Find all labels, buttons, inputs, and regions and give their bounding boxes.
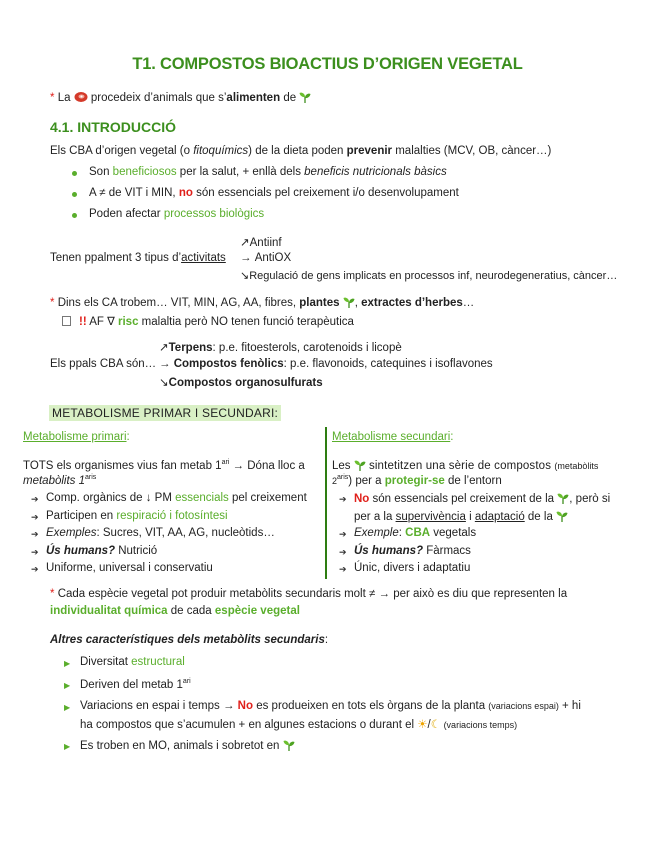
metabolism-header: METABOLISME PRIMAR I SECUNDARI:	[49, 406, 281, 420]
secondary-item: ➔ Únic, divers i adaptatiu	[339, 562, 471, 574]
secondary-item-continued: per a la supervivència i adaptació de la	[354, 510, 568, 523]
arrow-down-right-icon: ↘	[240, 270, 250, 282]
secondary-item: ➔ Ús humans? Fàrmacs	[339, 545, 471, 557]
secondary-line1: Les sintetitzen una sèrie de compostos (metabòlits	[332, 460, 599, 472]
sprout-icon	[354, 459, 366, 471]
bullet-triangle-icon: ▶	[64, 742, 71, 751]
sprout-icon	[343, 296, 355, 308]
bullet-arrow-icon: ➔	[31, 512, 39, 522]
sprout-icon	[557, 492, 569, 504]
bullet-triangle-icon: ▶	[64, 659, 71, 668]
bullet-arrow-icon: ➔	[339, 494, 347, 504]
bullet-dot	[72, 213, 77, 218]
bullet-arrow-icon: ➔	[31, 547, 39, 557]
column-divider	[325, 427, 327, 579]
primary-item: ➔ Uniforme, universal i conservatiu	[31, 562, 213, 574]
primary-item: ➔ Ús humans? Nutrició	[31, 545, 158, 557]
arrow-up-right-icon: ↗	[240, 237, 250, 249]
list-item: Diversitat estructural	[80, 656, 185, 668]
secondary-item: ➔ No són essencials pel creixement de la , però si	[339, 493, 611, 505]
sprout-icon	[556, 510, 568, 522]
activity-item: ↗Antiinf	[240, 237, 282, 249]
primary-line1: TOTS els organismes vius fan metab $1^{ari}$ → Dóna lloc a	[23, 459, 305, 472]
note-meat-origin: * La procedeix d’animals que s’alimenten de	[50, 91, 311, 104]
cba-item: ↘Compostos organosulfurats	[159, 377, 323, 389]
list-item: Poden afectar processos biològics	[89, 208, 265, 220]
list-item: A ≠ de VIT i MIN, no són essencials pel creixement i/o desenvolupament	[89, 187, 459, 199]
bullet-arrow-icon: ➔	[31, 564, 39, 574]
primary-item: ➔ Participen en respiració i fotosíntesi	[31, 510, 228, 522]
page-title: T1. COMPOSTOS BIOACTIUS D’ORIGEN VEGETAL	[132, 55, 523, 73]
bullet-arrow-icon: ➔	[31, 529, 39, 539]
other-title: Altres característiques dels metabòlits secundaris:	[50, 634, 329, 646]
arrow-right-icon: →	[240, 252, 252, 264]
section-title-introduccio: 4.1. INTRODUCCIÓ	[50, 119, 177, 135]
cba-item: ↗Terpens: p.e. fitoesterols, carotenoids i licopè	[159, 342, 402, 354]
list-item-continued: ha compostos que s’acumulen + en algunes estacions o durant el ☀/☾ (variacions temps)	[80, 719, 518, 731]
meat-icon	[74, 91, 88, 103]
moon-icon: ☾	[430, 719, 442, 731]
secondary-line2: $2^{aris}$) per a protegir-se de l’entorn	[332, 474, 502, 487]
arrow-down-right-icon: ↘	[159, 377, 169, 389]
primary-title: Metabolisme primari:	[23, 431, 130, 443]
activity-item: ↘Regulació de gens implicats en processos inf, neurodegeneratius, càncer…	[240, 270, 618, 282]
sprout-icon	[283, 739, 295, 751]
list-item: Deriven del metab $1^{ari}$	[80, 678, 191, 691]
primary-item: ➔ Exemples: Sucres, VIT, AA, AG, nucleòtids…	[31, 527, 275, 539]
activity-item: → AntiOX	[240, 252, 292, 264]
sun-icon: ☀	[417, 719, 428, 731]
cba-lead: Els ppals CBA són…	[50, 358, 157, 370]
list-item: Es troben en MO, animals i sobretot en	[80, 739, 295, 752]
bullet-triangle-icon: ▶	[64, 681, 71, 690]
primary-line2: metabòlits $1^{aris}$	[23, 474, 97, 487]
intro-paragraph: Els CBA d’origen vegetal (o fitoquímics) de la dieta poden prevenir malalties (MCV, OB, càncer…)	[50, 145, 552, 157]
bullet-dot	[72, 171, 77, 176]
bullet-arrow-icon: ➔	[339, 529, 347, 539]
note-individuality: * Cada espècie vegetal pot produir metabòlits secundaris molt ≠ → per això es diu que representen la	[50, 588, 568, 600]
note-af-risk: !! AF ∇ risc malaltia però NO tenen funció terapèutica	[62, 314, 354, 328]
bullet-arrow-icon: ➔	[339, 564, 347, 574]
secondary-item: ➔ Exemple: CBA vegetals	[339, 527, 477, 539]
bullet-arrow-icon: ➔	[31, 494, 39, 504]
secondary-title: Metabolisme secundari:	[332, 431, 454, 443]
bullet-arrow-icon: ➔	[339, 547, 347, 557]
primary-item: ➔ Comp. orgànics de ↓ PM essencials pel creixement	[31, 492, 307, 504]
bullet-dot	[72, 192, 77, 197]
bullet-triangle-icon: ▶	[64, 703, 71, 712]
arrow-right-icon: →	[159, 358, 171, 370]
list-item: Variacions en espai i temps → No es produeixen en tots els òrgans de la planta (variacions espai) + hi	[80, 700, 581, 712]
box-icon	[62, 316, 71, 326]
activities-lead: Tenen ppalment 3 tipus d’activitats	[50, 252, 226, 264]
sprout-icon	[299, 91, 311, 103]
note-ca-contents: * Dins els CA trobem… VIT, MIN, AG, AA, fibres, plantes , extractes d’herbes…	[50, 297, 475, 309]
list-item: Son beneficiosos per la salut, + enllà dels beneficis nutricionals bàsics	[89, 166, 447, 178]
note-individuality-continued: individualitat química de cada espècie vegetal	[50, 605, 300, 617]
cba-item: → Compostos fenòlics: p.e. flavonoids, catequines i isoflavones	[159, 358, 493, 370]
arrow-up-right-icon: ↗	[159, 342, 169, 354]
